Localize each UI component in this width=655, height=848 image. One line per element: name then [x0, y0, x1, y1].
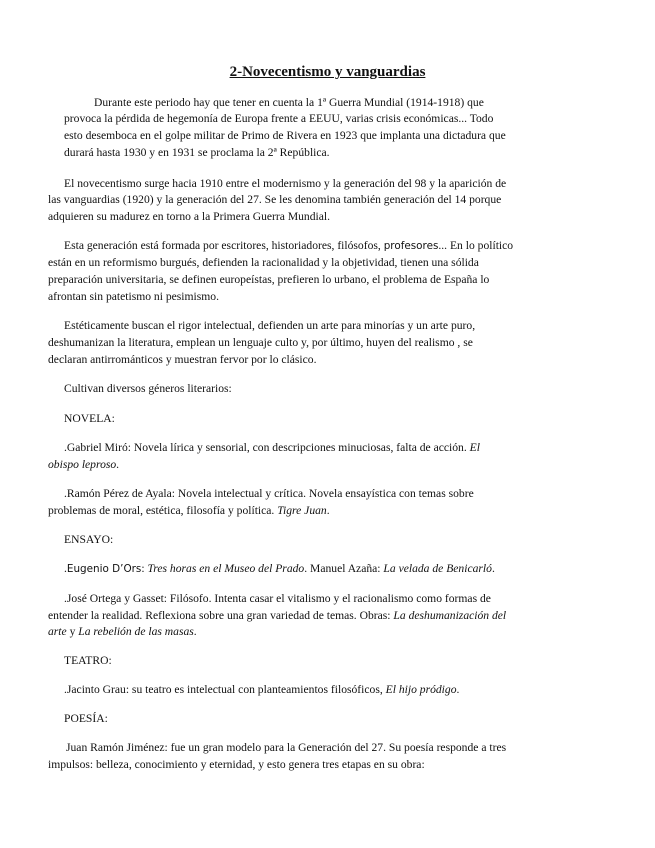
paragraph-line: preparación universitaria, se definen europeístas, prefieren lo urbano, el problema de España lo — [48, 273, 490, 286]
paragraph-line: provoca la pérdida de hegemonía de Europa frente a EEUU, varias crisis económicas... Todo — [64, 112, 494, 125]
book-title: La velada de Benicarló — [383, 562, 492, 575]
paragraph-line — [48, 624, 197, 641]
author-name: Eugenio D’Ors — [66, 563, 142, 575]
book-title: Tigre Juan — [277, 504, 327, 517]
paragraph-line: .José Ortega y Gasset: Filósofo. Intenta casar el vitalismo y el racionalismo como formas de — [64, 592, 491, 605]
page-title: 2-Novecentismo y vanguardias — [229, 64, 426, 80]
paragraph-line: Cultivan diversos géneros literarios: — [64, 382, 232, 395]
paragraph-line — [64, 238, 513, 255]
section-heading: NOVELA: — [64, 412, 115, 425]
paragraph-line — [64, 440, 480, 457]
paragraph-line — [48, 608, 506, 625]
paragraph-line — [64, 561, 495, 578]
text-fragment: .Jacinto Grau: su teatro es intelectual con planteamientos filosóficos, — [64, 683, 383, 696]
text-fragment: : — [141, 562, 148, 575]
paragraph-line: esto desemboca en el golpe militar de Primo de Rivera en 1923 que implanta una dictadura que — [64, 129, 506, 142]
book-title: La deshumanización del — [393, 609, 507, 622]
paragraph-line: declaran antirrománticos y muestran fervor por lo clásico. — [48, 353, 317, 366]
text-fragment: problemas de moral, estética, filosofía y política. — [48, 504, 275, 517]
book-title: El — [469, 441, 480, 454]
paragraph-line — [64, 682, 459, 699]
section-heading: POESÍA: — [64, 712, 108, 725]
book-title: La rebelión de las masas — [78, 625, 194, 638]
section-heading: TEATRO: — [64, 654, 112, 667]
paragraph-line: las vanguardias (1920) y la generación del 27. Se les denomina también generación del 14 porque — [48, 193, 502, 206]
text-fragment: . — [193, 625, 197, 638]
text-fragment: profesores — [383, 240, 439, 252]
text-fragment: . — [64, 562, 67, 575]
paragraph-line: impulsos: belleza, conocimiento y eternidad, y esto genera tres etapas en su obra: — [48, 758, 425, 771]
paragraph-line: adquieren su madurez en torno a la Primera Guerra Mundial. — [48, 210, 331, 223]
text-fragment: .Gabriel Miró: Novela lírica y sensorial, con descripciones minuciosas, falta de acción. — [64, 441, 467, 454]
text-fragment: . — [491, 562, 495, 575]
text-fragment: . — [456, 683, 460, 696]
text-fragment: Esta generación está formada por escritores, historiadores, filósofos, — [64, 239, 381, 252]
text-fragment: ... En lo político — [438, 239, 514, 252]
paragraph-line: Estéticamente buscan el rigor intelectual, defienden un arte para minorías y un arte puro, — [64, 319, 476, 332]
text-fragment: entender la realidad. Reflexiona sobre una gran variedad de temas. Obras: — [48, 609, 391, 622]
paragraph-line: están en un reformismo burgués, defienden la racionalidad y la objetividad, tienen una sólida — [48, 256, 479, 269]
paragraph-line: deshumanizan la literatura, emplean un lenguaje culto y, por último, huyen del realismo , se — [48, 336, 473, 349]
text-fragment: . — [326, 504, 330, 517]
book-title: obispo leproso — [48, 458, 117, 471]
text-fragment: . Manuel Azaña: — [304, 562, 384, 575]
paragraph-line — [48, 503, 330, 520]
paragraph-line: El novecentismo surge hacia 1910 entre el modernismo y la generación del 98 y la aparición de — [64, 177, 507, 190]
book-title: Tres horas en el Museo del Prado — [147, 562, 305, 575]
paragraph-line: .Ramón Pérez de Ayala: Novela intelectual y crítica. Novela ensayística con temas sobre — [64, 487, 474, 500]
text-fragment: . — [116, 458, 120, 471]
paragraph-line: Juan Ramón Jiménez: fue un gran modelo para la Generación del 27. Su poesía responde a tres — [66, 741, 507, 754]
paragraph-line: afrontan sin patetismo ni pesimismo. — [48, 290, 219, 303]
book-title: arte — [48, 625, 67, 638]
paragraph-line — [48, 457, 119, 474]
paragraph-line: Durante este periodo hay que tener en cuenta la 1ª Guerra Mundial (1914-1918) que — [94, 96, 484, 109]
text-fragment: y — [66, 625, 79, 638]
paragraph-line: durará hasta 1930 y en 1931 se proclama la 2ª República. — [64, 146, 330, 159]
book-title: El hijo pródigo — [385, 683, 457, 696]
section-heading: ENSAYO: — [64, 533, 114, 546]
